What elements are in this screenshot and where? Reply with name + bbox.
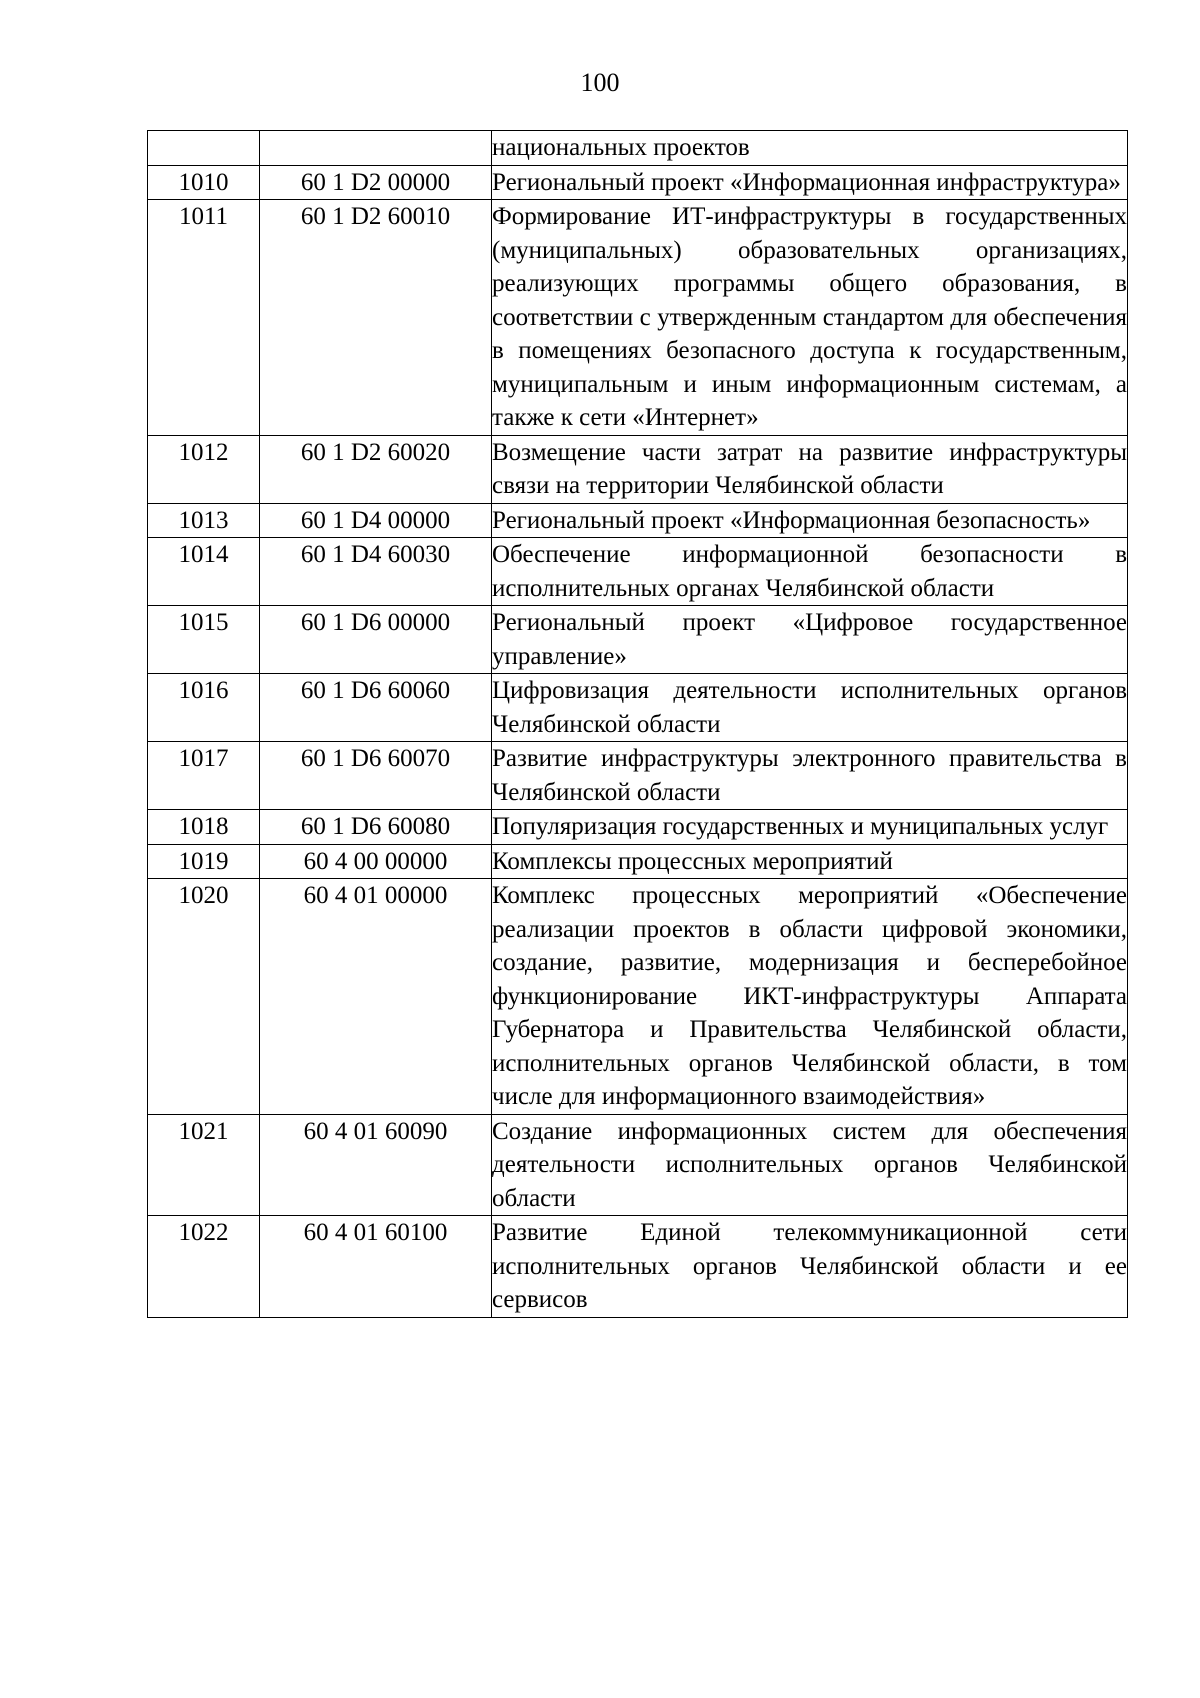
table-row (148, 844, 1128, 879)
budget-code-cell: 60 1 D6 00000 (260, 606, 492, 674)
description-cell: Цифровизация деятельности исполнительных органов Челябинской области (492, 674, 1128, 742)
table-row (148, 879, 1128, 1115)
table-row (148, 131, 1128, 166)
description-cell: Развитие инфраструктуры электронного правительства в Челябинской области (492, 742, 1128, 810)
codes-table (147, 130, 1128, 1318)
budget-code-cell: 60 1 D4 60030 (260, 538, 492, 606)
table-row (148, 200, 1128, 436)
table-body (148, 131, 1128, 1318)
budget-code-cell: 60 1 D4 00000 (260, 503, 492, 538)
description-cell: Региональный проект «Цифровое государственное управление» (492, 606, 1128, 674)
description-cell: Обеспечение информационной безопасности в исполнительных органах Челябинской области (492, 538, 1128, 606)
budget-code-cell: 60 1 D2 00000 (260, 165, 492, 200)
row-number-cell (148, 131, 260, 166)
table-row (148, 810, 1128, 845)
description-cell: Возмещение части затрат на развитие инфраструктуры связи на территории Челябинской области (492, 435, 1128, 503)
budget-code-cell: 60 1 D6 60060 (260, 674, 492, 742)
row-number-cell: 1017 (148, 742, 260, 810)
row-number-cell: 1022 (148, 1216, 260, 1318)
budget-code-cell: 60 1 D6 60070 (260, 742, 492, 810)
budget-code-cell: 60 4 01 60090 (260, 1114, 492, 1216)
description-cell: Региональный проект «Информационная безопасность» (492, 503, 1128, 538)
table-row (148, 165, 1128, 200)
row-number-cell: 1018 (148, 810, 260, 845)
description-cell: Развитие Единой телекоммуникационной сети исполнительных органов Челябинской области и ее сервисов (492, 1216, 1128, 1318)
table-row (148, 538, 1128, 606)
row-number-cell: 1021 (148, 1114, 260, 1216)
row-number-cell: 1019 (148, 844, 260, 879)
budget-code-cell: 60 4 01 00000 (260, 879, 492, 1115)
row-number-cell: 1010 (148, 165, 260, 200)
table-row (148, 606, 1128, 674)
budget-code-cell: 60 1 D2 60020 (260, 435, 492, 503)
table-row (148, 1114, 1128, 1216)
table-row (148, 742, 1128, 810)
row-number-cell: 1020 (148, 879, 260, 1115)
description-cell: Популяризация государственных и муниципальных услуг (492, 810, 1128, 845)
description-cell: Региональный проект «Информационная инфраструктура» (492, 165, 1128, 200)
row-number-cell: 1011 (148, 200, 260, 436)
row-number-cell: 1014 (148, 538, 260, 606)
table-row (148, 674, 1128, 742)
row-number-cell: 1013 (148, 503, 260, 538)
table-row (148, 503, 1128, 538)
row-number-cell: 1016 (148, 674, 260, 742)
page-number: 100 (580, 68, 620, 97)
description-cell: Комплексы процессных мероприятий (492, 844, 1128, 879)
row-number-cell: 1012 (148, 435, 260, 503)
description-cell: Формирование ИТ-инфраструктуры в государственных (муниципальных) образовательных организациях, реализующих программы общего образования, в соответствии с утвержденным стандартом для обеспечения в помещениях безопасного доступа к государственным, муниципальным и иным информационным системам, а также к сети «Интернет» (492, 200, 1128, 436)
budget-code-cell: 60 1 D6 60080 (260, 810, 492, 845)
description-cell: Комплекс процессных мероприятий «Обеспечение реализации проектов в области цифровой экономики, создание, развитие, модернизация и бесперебойное функционирование ИКТ-инфраструктуры Аппарата Губернатора и Правительства Челябинской области, исполнительных органов Челябинской области, в том числе для информационного взаимодействия» (492, 879, 1128, 1115)
budget-code-cell: 60 4 01 60100 (260, 1216, 492, 1318)
budget-code-cell: 60 4 00 00000 (260, 844, 492, 879)
row-number-cell: 1015 (148, 606, 260, 674)
description-cell: Создание информационных систем для обеспечения деятельности исполнительных органов Челябинской области (492, 1114, 1128, 1216)
budget-code-cell: 60 1 D2 60010 (260, 200, 492, 436)
budget-code-cell (260, 131, 492, 166)
description-cell: национальных проектов (492, 131, 1128, 166)
table-row (148, 1216, 1128, 1318)
table-row (148, 435, 1128, 503)
